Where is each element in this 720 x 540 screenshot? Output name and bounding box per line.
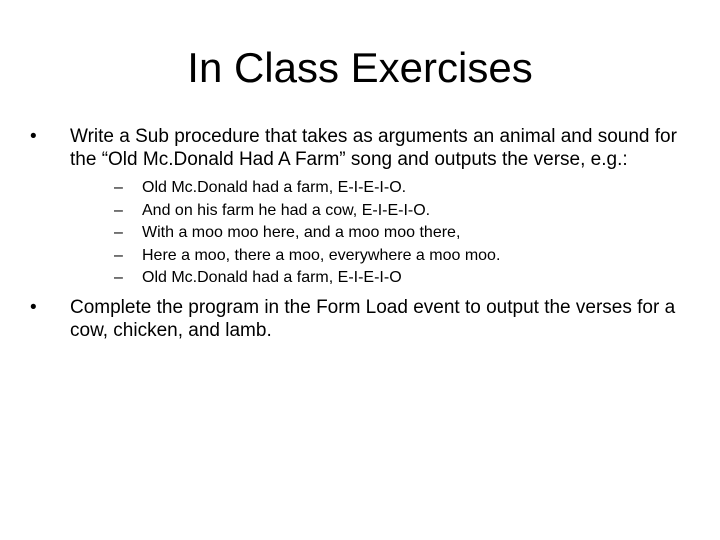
bullet-text: Write a Sub procedure that takes as arguments an animal and sound for the “Old Mc.Donald Had A Farm” song and outputs the verse, e.g.:	[70, 126, 677, 170]
bullet-list	[30, 125, 680, 342]
sub-item-text: With a moo moo here, and a moo moo there,	[142, 224, 461, 241]
sub-list	[70, 177, 680, 290]
sub-marker: –	[114, 246, 123, 264]
sub-item-text: And on his farm he had a cow, E-I-E-I-O.	[142, 201, 431, 219]
sub-item	[70, 177, 680, 200]
sub-item-text: Old Mc.Donald had a farm, E-I-E-I-O.	[142, 179, 407, 196]
sub-marker: –	[114, 201, 123, 219]
bullet-text: Complete the program in the Form Load event to output the verses for a cow, chicken, and lamb.	[70, 296, 676, 341]
sub-marker: –	[114, 179, 123, 196]
sub-item	[70, 245, 680, 268]
sub-item-text: Here a moo, there a moo, everywhere a moo moo.	[142, 246, 501, 264]
sub-item-text: Old Mc.Donald had a farm, E-I-E-I-O	[142, 269, 402, 286]
bullet-item	[30, 296, 680, 342]
sub-item	[70, 200, 680, 223]
slide-title: In Class Exercises	[187, 44, 533, 91]
sub-item	[70, 267, 680, 290]
bullet-item	[30, 125, 680, 290]
sub-item	[70, 222, 680, 245]
bullet-marker: •	[30, 296, 37, 318]
sub-marker: –	[114, 269, 123, 286]
bullet-marker: •	[30, 126, 37, 147]
sub-marker: –	[114, 224, 123, 241]
